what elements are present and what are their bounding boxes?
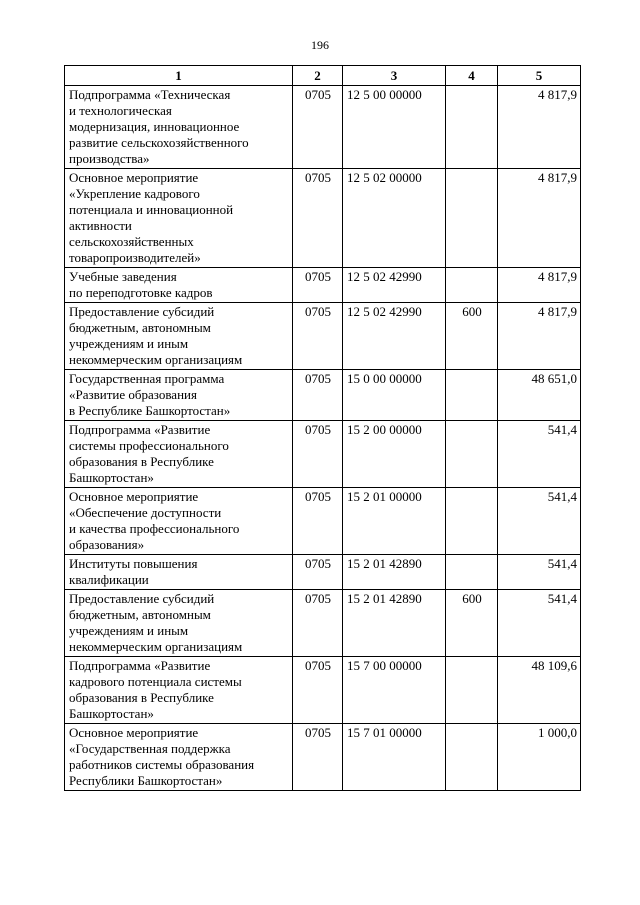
row-type-cell [446, 724, 498, 791]
row-type-cell [446, 488, 498, 555]
table-header [65, 66, 581, 86]
table-row [65, 421, 581, 488]
row-type-cell [446, 169, 498, 268]
row-section-cell: 0705 [293, 370, 343, 421]
row-amount-cell: 541,4 [498, 421, 581, 488]
row-name-cell: Подпрограмма «Развитие кадрового потенциала системы образования в Республике Башкортостан» [65, 657, 293, 724]
row-name-cell: Подпрограмма «Техническая и технологическая модернизация, инновационное развитие сельскохозяйственного производства» [65, 86, 293, 169]
table-row [65, 169, 581, 268]
table-row [65, 370, 581, 421]
header-col-5: 5 [498, 66, 581, 86]
header-col-4: 4 [446, 66, 498, 86]
table-row [65, 268, 581, 303]
row-amount-cell: 4 817,9 [498, 169, 581, 268]
row-section-cell: 0705 [293, 590, 343, 657]
row-section-cell: 0705 [293, 657, 343, 724]
row-type-cell: 600 [446, 590, 498, 657]
row-code-cell: 15 2 00 00000 [343, 421, 446, 488]
header-row [65, 66, 581, 86]
row-amount-cell: 48 651,0 [498, 370, 581, 421]
table-row [65, 590, 581, 657]
row-amount-cell: 4 817,9 [498, 268, 581, 303]
row-section-cell: 0705 [293, 303, 343, 370]
row-name-cell: Подпрограмма «Развитие системы профессионального образования в Республике Башкортостан» [65, 421, 293, 488]
row-name-cell: Предоставление субсидий бюджетным, автономным учреждениям и иным некоммерческим организациям [65, 303, 293, 370]
row-name-cell: Государственная программа «Развитие образования в Республике Башкортостан» [65, 370, 293, 421]
table-row [65, 488, 581, 555]
row-code-cell: 12 5 02 00000 [343, 169, 446, 268]
row-section-cell: 0705 [293, 169, 343, 268]
row-amount-cell: 541,4 [498, 488, 581, 555]
row-amount-cell: 4 817,9 [498, 86, 581, 169]
row-type-cell [446, 657, 498, 724]
row-code-cell: 15 2 01 42890 [343, 590, 446, 657]
row-section-cell: 0705 [293, 724, 343, 791]
row-code-cell: 15 2 01 42890 [343, 555, 446, 590]
row-name-cell: Институты повышения квалификации [65, 555, 293, 590]
row-amount-cell: 48 109,6 [498, 657, 581, 724]
row-amount-cell: 541,4 [498, 555, 581, 590]
row-code-cell: 12 5 02 42990 [343, 268, 446, 303]
page-number: 196 [311, 38, 329, 52]
table-row [65, 303, 581, 370]
row-code-cell: 15 7 00 00000 [343, 657, 446, 724]
table-row [65, 657, 581, 724]
row-type-cell: 600 [446, 303, 498, 370]
table-row [65, 86, 581, 169]
row-name-cell: Основное мероприятие «Укрепление кадрового потенциала и инновационной активности сельскохозяйственных товаропроизводителей» [65, 169, 293, 268]
row-amount-cell: 4 817,9 [498, 303, 581, 370]
row-type-cell [446, 421, 498, 488]
row-code-cell: 15 7 01 00000 [343, 724, 446, 791]
row-section-cell: 0705 [293, 555, 343, 590]
row-type-cell [446, 86, 498, 169]
row-name-cell: Основное мероприятие «Обеспечение доступности и качества профессионального образования» [65, 488, 293, 555]
row-section-cell: 0705 [293, 488, 343, 555]
row-name-cell: Учебные заведения по переподготовке кадров [65, 268, 293, 303]
row-code-cell: 12 5 02 42990 [343, 303, 446, 370]
budget-table [64, 65, 581, 791]
header-col-1: 1 [65, 66, 293, 86]
table-row [65, 724, 581, 791]
row-code-cell: 15 2 01 00000 [343, 488, 446, 555]
row-type-cell [446, 555, 498, 590]
row-amount-cell: 541,4 [498, 590, 581, 657]
row-code-cell: 15 0 00 00000 [343, 370, 446, 421]
row-amount-cell: 1 000,0 [498, 724, 581, 791]
row-section-cell: 0705 [293, 421, 343, 488]
row-type-cell [446, 370, 498, 421]
table-row [65, 555, 581, 590]
header-col-3: 3 [343, 66, 446, 86]
header-col-2: 2 [293, 66, 343, 86]
table-body [65, 86, 581, 791]
row-code-cell: 12 5 00 00000 [343, 86, 446, 169]
row-section-cell: 0705 [293, 86, 343, 169]
row-name-cell: Основное мероприятие «Государственная поддержка работников системы образования Республики Башкортостан» [65, 724, 293, 791]
row-section-cell: 0705 [293, 268, 343, 303]
row-type-cell [446, 268, 498, 303]
row-name-cell: Предоставление субсидий бюджетным, автономным учреждениям и иным некоммерческим организациям [65, 590, 293, 657]
